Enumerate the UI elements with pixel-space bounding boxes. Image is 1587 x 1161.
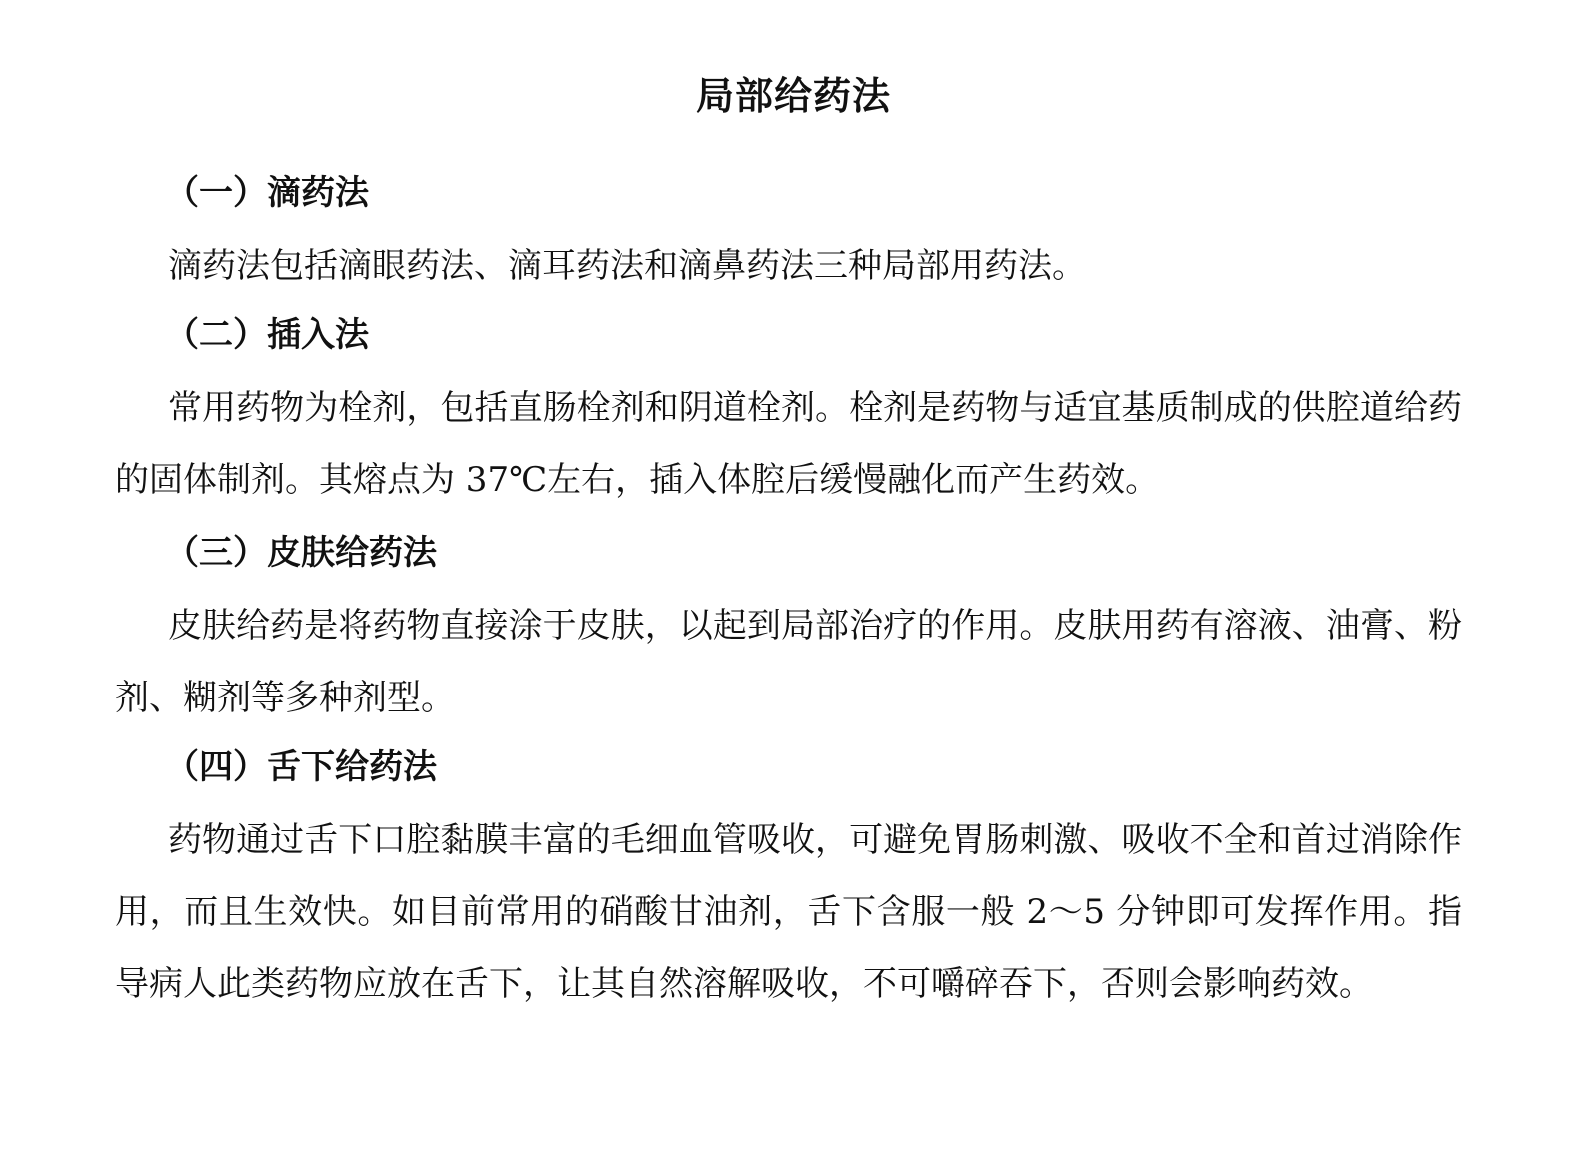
section-heading-drip: （一）滴药法 xyxy=(165,173,369,213)
section-heading-sublingual: （四）舌下给药法 xyxy=(165,747,437,787)
section-heading-insertion: （二）插入法 xyxy=(165,315,369,355)
page-title: 局部给药法 xyxy=(695,73,891,118)
section-body-sublingual: 药物通过舌下口腔黏膜丰富的毛细血管吸收，可避免胃肠刺激、吸收不全和首过消除作用，而且生效快。如目前常用的硝酸甘油剂，舌下含服一般 2～5 分钟即可发挥作用。指导病人此类药物应放在舌下，让其自然溶解吸收，不可嚼碎吞下，否则会影响药效。 xyxy=(115,820,1462,1004)
section-heading-skin: （三）皮肤给药法 xyxy=(165,533,437,573)
section-body-skin: 皮肤给药是将药物直接涂于皮肤，以起到局部治疗的作用。皮肤用药有溶液、油膏、粉剂、糊剂等多种剂型。 xyxy=(115,606,1462,718)
section-body-insertion: 常用药物为栓剂，包括直肠栓剂和阴道栓剂。栓剂是药物与适宜基质制成的供腔道给药的固体制剂。其熔点为 37℃左右，插入体腔后缓慢融化而产生药效。 xyxy=(115,388,1462,500)
section-body-drip: 滴药法包括滴眼药法、滴耳药法和滴鼻药法三种局部用药法。 xyxy=(168,246,1086,286)
